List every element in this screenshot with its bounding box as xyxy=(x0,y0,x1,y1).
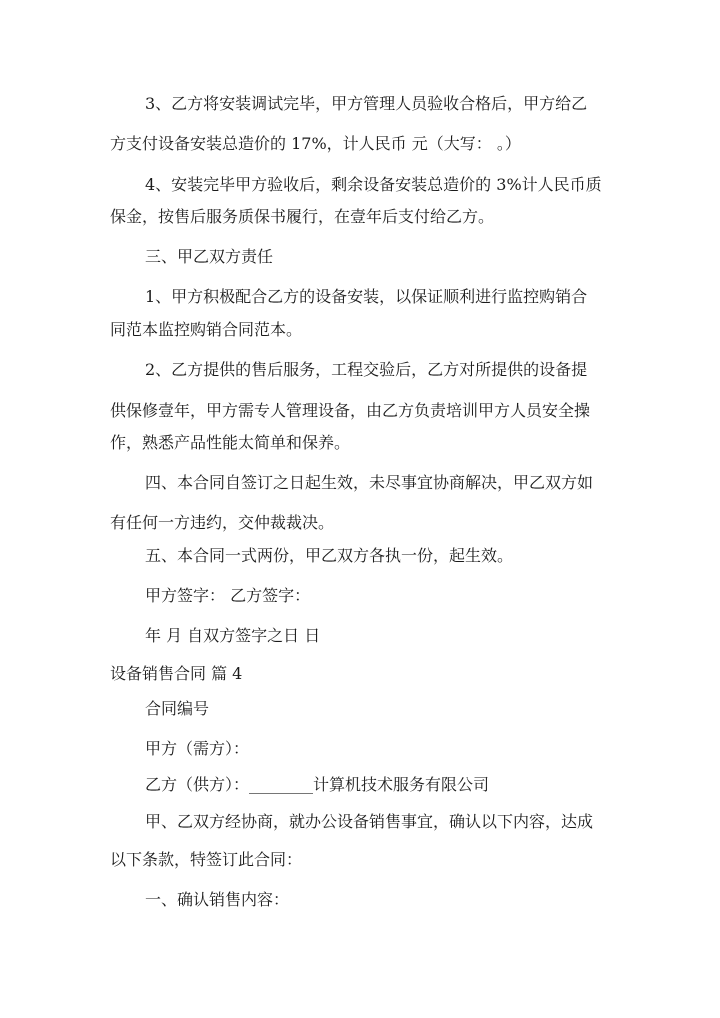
paragraph-line: 方支付设备安装总造价的 17%，计人民币 元（大写： 。） xyxy=(110,134,521,153)
paragraph-line: 2、乙方提供的售后服务，工程交验后，乙方对所提供的设备提 xyxy=(145,360,588,379)
paragraph-line: 有任何一方违约，交仲裁裁决。 xyxy=(110,513,335,532)
paragraph-line: 甲、乙双方经协商，就办公设备销售事宜，确认以下内容，达成 xyxy=(145,812,594,831)
paragraph-line: 供保修壹年，甲方需专人管理设备，由乙方负责培训甲方人员安全操 xyxy=(110,401,591,420)
section-heading: 五、本合同一式两份，甲乙双方各执一份，起生效。 xyxy=(145,546,514,565)
paragraph-line: 3、乙方将安装调试完毕，甲方管理人员验收合格后，甲方给乙 xyxy=(145,94,588,113)
paragraph-line: 作，熟悉产品性能太简单和保养。 xyxy=(110,433,351,452)
party-b-label: 乙方（供方）：________计算机技术服务有限公司 xyxy=(145,775,490,794)
section-heading: 三、甲乙双方责任 xyxy=(145,247,274,266)
signature-line: 甲方签字： 乙方签字： xyxy=(145,586,311,605)
paragraph-line: 保金，按售后服务质保书履行，在壹年后支付给乙方。 xyxy=(110,207,495,226)
section-heading: 一、确认销售内容： xyxy=(145,890,290,909)
paragraph-line: 1、甲方积极配合乙方的设备安装，以保证顺利进行监控购销合 xyxy=(145,287,588,306)
contract-number-label: 合同编号 xyxy=(145,699,210,718)
date-line: 年 月 自双方签字之日 日 xyxy=(145,626,321,645)
section-heading: 四、本合同自签订之日起生效，未尽事宜协商解决，甲乙双方如 xyxy=(145,473,594,492)
contract-title: 设备销售合同 篇 4 xyxy=(110,664,243,683)
paragraph-line: 同范本监控购销合同范本。 xyxy=(110,320,303,339)
paragraph-line: 以下条款，特签订此合同： xyxy=(110,850,303,869)
paragraph-line: 4、安装完毕甲方验收后，剩余设备安装总造价的 3%计人民币质 xyxy=(145,175,602,194)
party-a-label: 甲方（需方）： xyxy=(145,739,250,758)
